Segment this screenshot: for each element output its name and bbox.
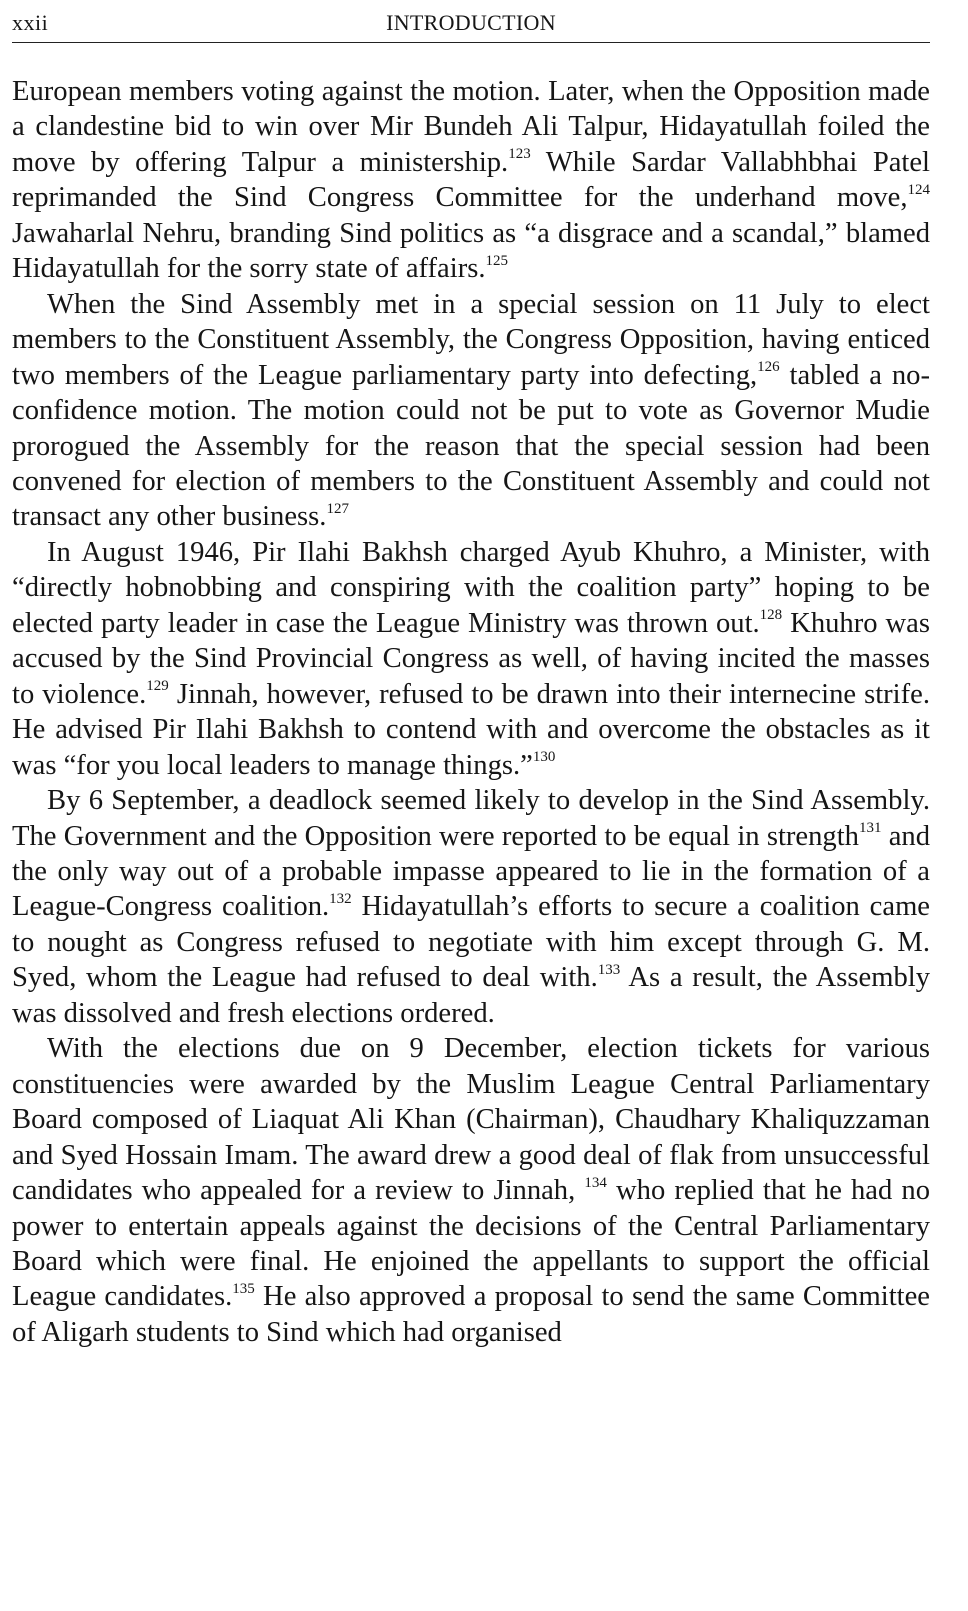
paragraph-text: While Sardar Vallabhbhai Patel reprimanded the Sind Congress Committee for the underhand move, [12, 146, 930, 214]
body-text [12, 74, 930, 1350]
paragraph [12, 74, 930, 287]
paragraph-text: Jawaharlal Nehru, branding Sind politics as “a disgrace and a scandal,” blamed Hidayatullah for the sorry state of affairs. [12, 217, 930, 285]
paragraph [12, 287, 930, 535]
paragraph-text: He also approved a proposal to send the same Committee of Aligarh students to Sind which had organised [12, 1281, 930, 1348]
footnote-marker: 133 [597, 961, 621, 978]
footnote-marker: 126 [757, 359, 780, 376]
paragraph-text: who replied that he had no power to entertain appeals against the decisions of the Central Parliamentary Board which were final. He enjoined the appellants to support the official League candidates. [12, 1175, 931, 1313]
footnote-marker: 132 [329, 890, 352, 907]
footnote-marker: 129 [146, 678, 169, 695]
paragraph-text: As a result, the Assembly was dissolved and fresh elections ordered. [12, 962, 930, 1029]
paragraph-text: European members voting against the motion. Later, when the Opposition made a clandestine bid to win over Mir Bundeh Ali Talpur, Hidayatullah foiled the move by offering Talpur a ministership. [12, 76, 930, 178]
paragraph-text: When the Sind Assembly met in a special session on 11 July to elect members to the Constituent Assembly, the Congress Opposition, having enticed two members of the League parliamentary party into defecting, [12, 288, 930, 391]
footnote-marker: 130 [532, 749, 556, 766]
paragraph [12, 535, 930, 783]
footnote-marker: 128 [759, 607, 783, 624]
paragraph-text: With the elections due on 9 December, election tickets for various constituencies were awarded by the Muslim League Central Parliamentary Board composed of Liaquat Ali Khan (Chairman), Chaudhary Khaliquzzaman and Syed Hossain Imam. The award drew a good deal of flak from unsuccessful candidates who appealed for a review to Jinnah, [12, 1033, 930, 1207]
paragraph [12, 1031, 930, 1350]
paragraph [12, 783, 930, 1031]
footnote-marker: 134 [584, 1174, 607, 1191]
footnote-marker: 125 [485, 252, 508, 269]
paragraph-text: In August 1946, Pir Ilahi Bakhsh charged Ayub Khuhro, a Minister, with “directly hobnobbing and conspiring with the coalition party” hoping to be elected party leader in case the League Ministry was thrown out. [12, 536, 930, 639]
paragraph-text: By 6 September, a deadlock seemed likely to develop in the Sind Assembly. The Government and the Opposition were reported to be equal in strength [12, 785, 930, 852]
paragraph-text: and the only way out of a probable impasse appeared to lie in the formation of a League-Congress coalition. [12, 820, 931, 923]
paragraph-text: Jinnah, however, refused to be drawn into their internecine strife. He advised Pir Ilahi Bakhsh to contend with and overcome the obstacles as it was “for you local leaders to manage things.” [12, 678, 930, 781]
footnote-marker: 124 [907, 181, 930, 198]
page-header [12, 6, 930, 43]
footnote-marker: 127 [326, 500, 349, 517]
footnote-marker: 131 [858, 819, 882, 836]
paragraph-text: Hidayatullah’s efforts to secure a coalition came to nought as Congress refused to negotiate with him except through G. M. Syed, whom the League had refused to deal with. [12, 891, 930, 994]
running-head: INTRODUCTION [386, 10, 556, 35]
footnote-marker: 123 [508, 146, 531, 163]
page-number: xxii [12, 10, 49, 35]
paragraph-text: Khuhro was accused by the Sind Provincial Congress as well, of having incited the masses to violence. [12, 607, 930, 710]
paragraph-text: tabled a no-confidence motion. The motion could not be put to vote as Governor Mudie prorogued the Assembly for the reason that the special session had been convened for election of members to the Constituent Assembly and could not transact any other business. [12, 359, 930, 533]
footnote-marker: 135 [232, 1280, 255, 1297]
